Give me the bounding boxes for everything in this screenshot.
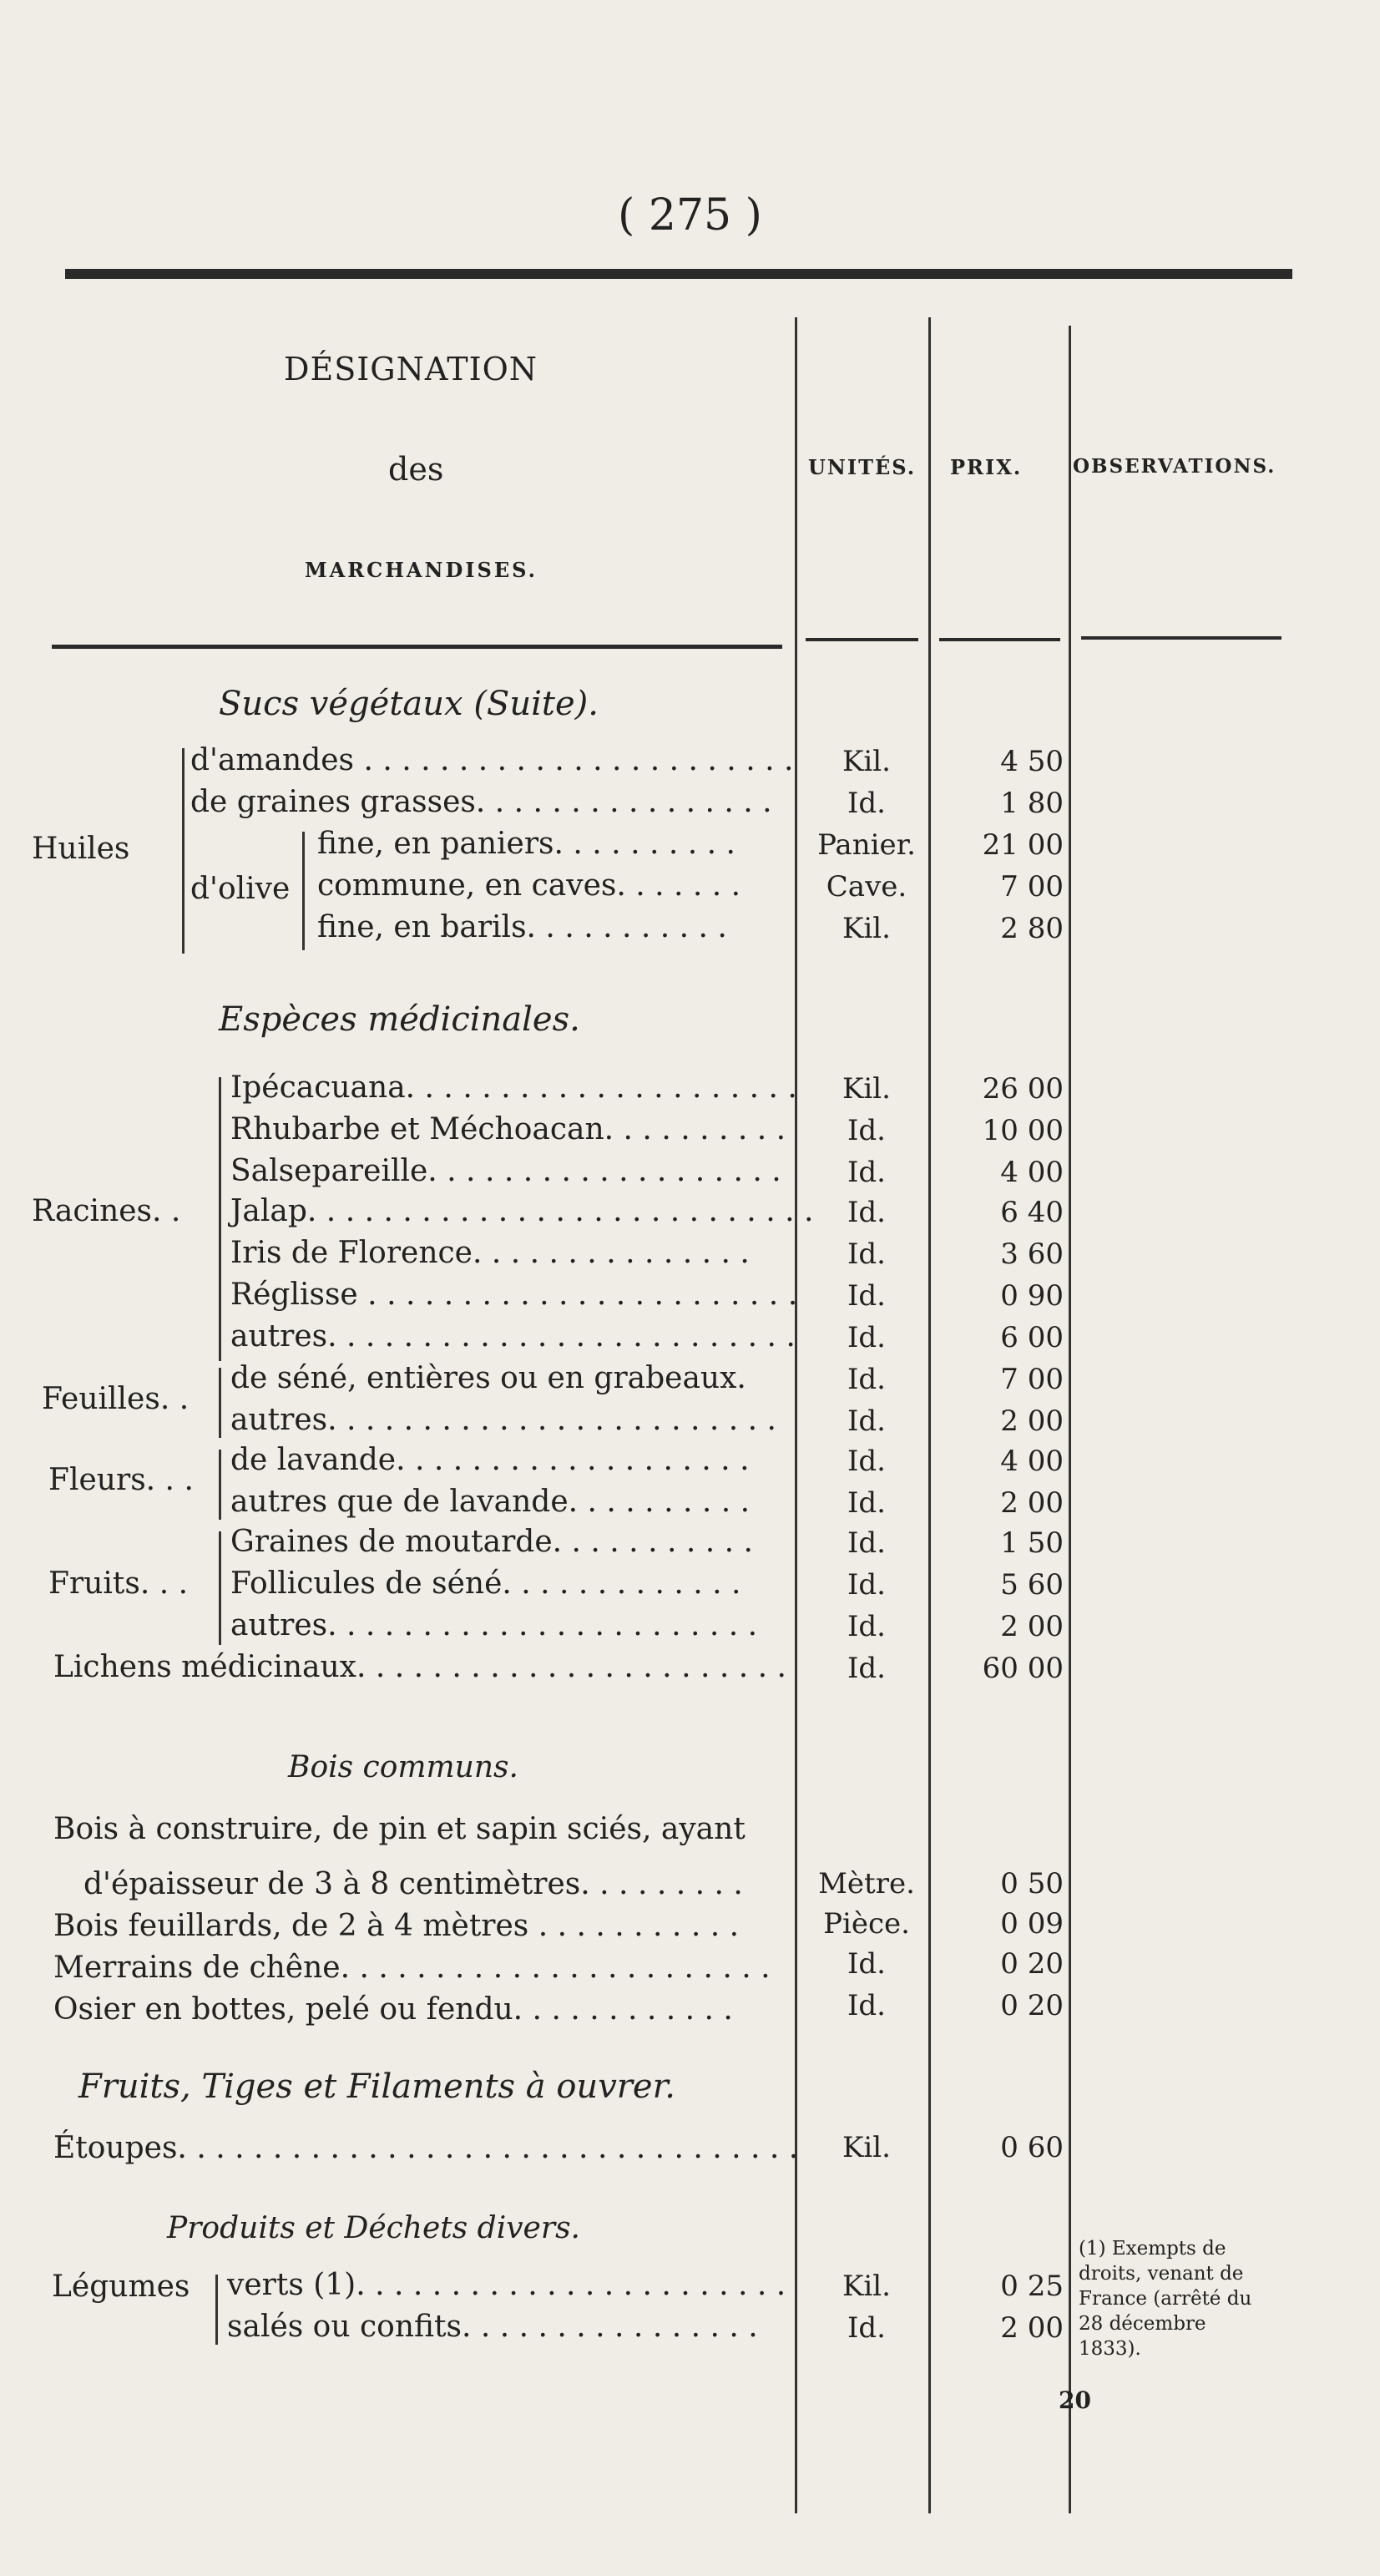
price-cell: 2 00 [1000,1486,1064,1520]
signature-mark: 20 [1059,2386,1091,2414]
item-label: Salsepareille. . . . . . . . . . . . . . . . . . . [230,1154,781,1188]
unit-cell: Kil. [842,2270,891,2303]
unit-cell: Id. [847,1652,886,1685]
header-designation-marchandises: MARCHANDISES. [305,558,538,582]
item-label: autres. . . . . . . . . . . . . . . . . . . . . . . . [230,1403,776,1437]
item-label: Follicules de séné. . . . . . . . . . . . . [230,1566,741,1601]
group-label-olive: d'olive [190,872,291,906]
price-cell: 2 00 [1000,1610,1064,1643]
footnote-observation: (1) Exempts de droits, venant de France (arrêté du 28 décembre 1833). [1079,2238,1252,2360]
header-rule-units [806,638,918,641]
price-cell: 0 90 [1000,1279,1064,1313]
item-label: Bois feuillards, de 2 à 4 mètres . . . . . . . . . . . [53,1909,740,1943]
unit-cell: Id. [847,1947,886,1981]
item-label: Jalap. . . . . . . . . . . . . . . . . . . . . . . . . . . [230,1194,814,1228]
brace-legumes [215,2275,218,2345]
top-rule [65,269,1292,279]
group-label-fruits: Fruits. . . [48,1566,189,1601]
section-sucs-vegetaux: Sucs végétaux (Suite). [219,685,599,723]
item-label: Graines de moutarde. . . . . . . . . . . [230,1525,753,1559]
section-bois-communs: Bois communs. [288,1750,518,1784]
brace-olive [302,832,305,950]
item-label: fine, en paniers. . . . . . . . . . [317,827,735,861]
unit-cell: Id. [847,787,886,820]
group-label-huiles: Huiles [32,832,130,866]
item-label: Lichens médicinaux. . . . . . . . . . . . . . . . . . . . . . . [53,1650,786,1684]
column-divider-price [1069,326,1071,2513]
price-cell: 21 00 [982,828,1064,862]
column-divider-designation [795,317,797,2513]
price-cell: 0 50 [1000,1867,1064,1900]
item-label: de lavande. . . . . . . . . . . . . . . . . . . [230,1443,750,1477]
price-cell: 2 00 [1000,2311,1064,2345]
brace-feuilles [219,1368,221,1438]
section-especes-medicinales: Espèces médicinales. [219,1000,580,1039]
unit-cell: Kil. [842,2131,891,2164]
price-cell: 4 50 [1000,745,1064,778]
item-label: Réglisse . . . . . . . . . . . . . . . . . . . . . . . [230,1278,798,1312]
item-label: Bois à construire, de pin et sapin sciés, ayant [53,1812,746,1846]
unit-cell: Kil. [842,1072,891,1106]
item-label: fine, en barils. . . . . . . . . . . [317,910,727,944]
item-label: Étoupes. . . . . . . . . . . . . . . . . . . . . . . . . . . . . . . . . [53,2131,799,2165]
brace-fleurs [219,1450,221,1520]
unit-cell: Id. [847,1610,886,1643]
price-cell: 0 60 [1000,2131,1064,2164]
price-cell: 4 00 [1000,1445,1064,1478]
header-prix: PRIX. [950,455,1023,479]
unit-cell: Kil. [842,912,891,945]
unit-cell: Id. [847,1237,886,1271]
price-cell: 26 00 [982,1072,1064,1106]
price-cell: 0 09 [1000,1907,1064,1941]
item-label: Rhubarbe et Méchoacan. . . . . . . . . . [230,1112,786,1146]
price-cell: 0 20 [1000,1989,1064,2022]
price-cell: 1 80 [1000,787,1064,820]
group-label-legumes: Légumes [52,2270,190,2304]
group-label-feuilles: Feuilles. . [42,1382,190,1416]
brace-fruits [219,1531,221,1645]
price-cell: 3 60 [1000,1237,1064,1271]
unit-cell: Id. [847,1486,886,1520]
unit-cell: Panier. [817,828,916,862]
unit-cell: Id. [847,1279,886,1313]
unit-cell: Cave. [826,870,907,903]
price-cell: 6 40 [1000,1196,1064,1229]
unit-cell: Id. [847,1363,886,1396]
unit-cell: Id. [847,1321,886,1354]
unit-cell: Id. [847,1114,886,1147]
price-cell: 0 25 [1000,2270,1064,2303]
unit-cell: Pièce. [823,1907,910,1941]
item-label: commune, en caves. . . . . . . [317,868,741,903]
price-cell: 10 00 [982,1114,1064,1147]
unit-cell: Mètre. [818,1867,915,1900]
unit-cell: Id. [847,1445,886,1478]
item-label: autres. . . . . . . . . . . . . . . . . . . . . . . [230,1608,758,1642]
item-label: salés ou confits. . . . . . . . . . . . . . . . [227,2310,758,2344]
item-label: de graines grasses. . . . . . . . . . . . . . . . [190,785,772,819]
price-cell: 4 00 [1000,1156,1064,1189]
item-label: verts (1). . . . . . . . . . . . . . . . . . . . . . . [227,2268,786,2302]
price-cell: 6 00 [1000,1321,1064,1354]
item-label: autres que de lavande. . . . . . . . . . [230,1485,751,1519]
price-cell: 5 60 [1000,1568,1064,1602]
header-designation-title: DÉSIGNATION [284,351,538,387]
price-cell: 60 00 [982,1652,1064,1685]
price-cell: 0 20 [1000,1947,1064,1981]
item-label: Merrains de chêne. . . . . . . . . . . . . . . . . . . . . . . [53,1951,771,1985]
unit-cell: Id. [847,1989,886,2022]
unit-cell: Id. [847,2311,886,2345]
price-cell: 2 80 [1000,912,1064,945]
item-label: Iris de Florence. . . . . . . . . . . . . . . [230,1236,750,1270]
header-rule-observations [1081,636,1281,640]
item-label: de séné, entières ou en grabeaux. [230,1361,746,1395]
header-rule-designation [52,645,782,649]
unit-cell: Kil. [842,745,891,778]
item-label: d'épaisseur de 3 à 8 centimètres. . . . . . . . . [83,1867,743,1901]
page-number: ( 275 ) [618,190,762,240]
unit-cell: Id. [847,1568,886,1602]
unit-cell: Id. [847,1196,886,1229]
group-label-fleurs: Fleurs. . . [48,1463,194,1497]
item-label: d'amandes . . . . . . . . . . . . . . . . . . . . . . . [190,743,794,777]
header-observations: OBSERVATIONS. [1073,455,1276,478]
price-cell: 7 00 [1000,1363,1064,1396]
price-cell: 2 00 [1000,1404,1064,1438]
unit-cell: Id. [847,1404,886,1438]
brace-huiles [182,748,185,954]
unit-cell: Id. [847,1526,886,1560]
unit-cell: Id. [847,1156,886,1189]
header-unites: UNITÉS. [808,455,917,479]
header-designation-des: des [388,451,444,488]
price-cell: 1 50 [1000,1526,1064,1560]
item-label: autres. . . . . . . . . . . . . . . . . . . . . . . . . [230,1319,796,1354]
price-cell: 7 00 [1000,870,1064,903]
section-fruits-tiges-filaments: Fruits, Tiges et Filaments à ouvrer. [78,2067,676,2106]
item-label: Ipécacuana. . . . . . . . . . . . . . . . . . . . . [230,1070,797,1105]
section-produits-dechets: Produits et Déchets divers. [167,2211,580,2245]
item-label: Osier en bottes, pelé ou fendu. . . . . . . . . . . . [53,1992,733,2027]
header-rule-price [939,638,1060,641]
brace-racines [219,1077,221,1361]
group-label-racines: Racines. . [32,1194,181,1228]
